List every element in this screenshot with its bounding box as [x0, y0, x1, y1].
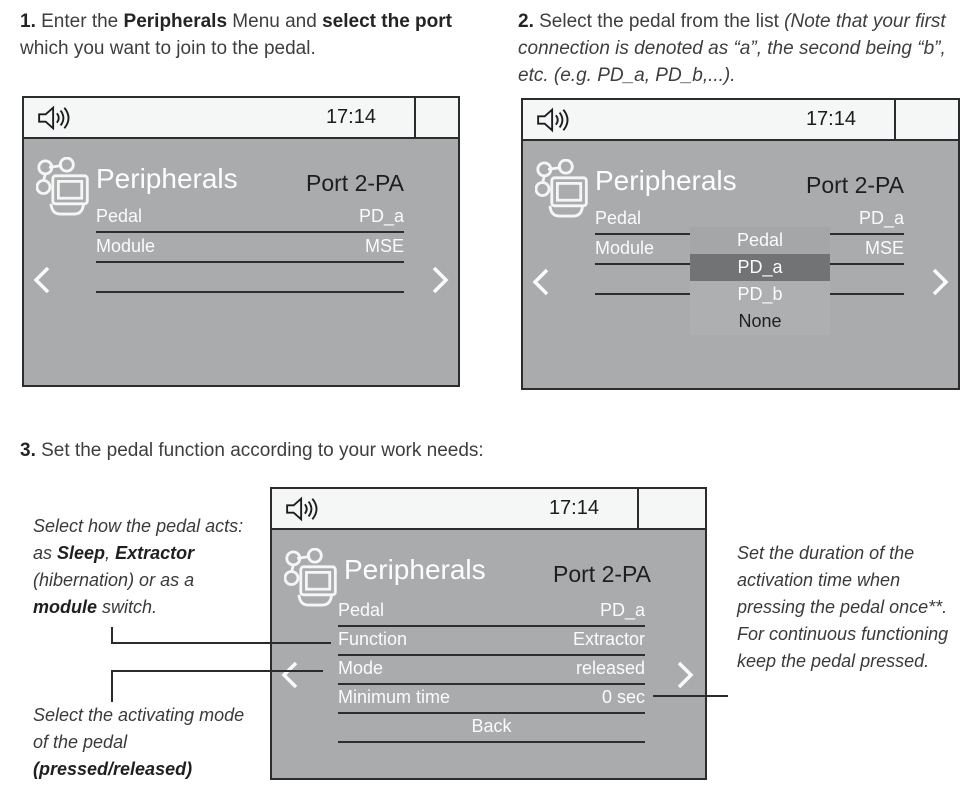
chevron-right-icon[interactable] — [930, 267, 950, 302]
status-bar — [24, 98, 458, 139]
screen-title: Peripherals — [96, 163, 238, 194]
peripherals-icon — [36, 157, 92, 222]
row-value: Extractor — [572, 629, 645, 649]
step3-text: 3. Set the pedal function according to your work needs: — [20, 440, 484, 461]
menu-row-module[interactable] — [96, 233, 404, 263]
chevron-left-icon[interactable] — [280, 660, 300, 695]
menu-row-pedal[interactable] — [96, 203, 404, 233]
topbar-corner-cell — [637, 489, 705, 528]
screen-title: Peripherals — [344, 554, 486, 585]
row-label: Function — [338, 629, 408, 649]
back-button[interactable] — [338, 714, 645, 743]
chevron-right-icon[interactable] — [430, 265, 450, 300]
row-value: 0 sec — [601, 687, 645, 707]
annotation-function: Select how the pedal acts: as Sleep, Extractor (hibernation) or as a module switch. — [33, 516, 244, 617]
clock-time: 17:14 — [548, 497, 599, 519]
clock-time: 17:14 — [805, 108, 856, 130]
menu-row-empty[interactable] — [96, 263, 404, 293]
menu-rows — [338, 598, 645, 743]
speaker-icon — [36, 104, 74, 132]
row-label: Pedal — [96, 206, 143, 226]
chevron-left-icon[interactable] — [32, 265, 52, 300]
menu-row-mode[interactable] — [338, 656, 645, 685]
step1-text: 1. Enter the Peripherals Menu and select the port which you want to join to the pedal. — [20, 11, 452, 59]
device-screen-step2 — [521, 98, 960, 390]
chevron-left-icon[interactable] — [531, 267, 551, 302]
port-label: Port 2-PA — [306, 170, 404, 196]
chevron-right-icon[interactable] — [675, 660, 695, 695]
step1-number: 1. — [20, 11, 36, 32]
step3-number: 3. — [20, 440, 36, 461]
connector-minimum-time — [653, 695, 728, 697]
port-label: Port 2-PA — [553, 561, 651, 587]
clock-time: 17:14 — [325, 106, 376, 128]
connector-function-horizontal — [111, 642, 331, 644]
row-value: MSE — [364, 236, 404, 256]
status-bar — [523, 100, 958, 141]
step2-text: 2. Select the pedal from the list (Note that your first connection is denoted as “a”, the second being “b”, etc. (e.g. PD_a, PD_b,...). — [518, 11, 946, 86]
dropdown-item-pedal-header[interactable]: Pedal — [690, 227, 830, 254]
connector-mode-vertical — [111, 670, 113, 702]
row-label: Pedal — [595, 208, 642, 228]
step2-number: 2. — [518, 11, 534, 32]
row-label: Module — [595, 238, 655, 258]
topbar-corner-cell — [414, 98, 458, 137]
row-label: Minimum time — [338, 687, 451, 707]
screen-title: Peripherals — [595, 165, 737, 196]
annotation-minimum-time: Set the duration of the activation time when pressing the pedal once**. For continuous functioning keep the pedal pressed. — [737, 543, 949, 671]
annotation-mode: Select the activating mode of the pedal (pressed/released) — [33, 705, 245, 779]
device-screen-step1 — [22, 96, 460, 387]
row-value: PD_a — [858, 208, 904, 228]
row-value: PD_a — [599, 600, 645, 620]
row-value: PD_a — [358, 206, 404, 226]
pedal-dropdown — [690, 227, 830, 335]
peripherals-icon — [284, 548, 340, 613]
dropdown-item-pd-b[interactable]: PD_b — [737, 284, 783, 304]
speaker-icon — [284, 495, 322, 523]
status-bar — [272, 489, 705, 530]
row-value: MSE — [864, 238, 904, 258]
port-label: Port 2-PA — [806, 172, 904, 198]
connector-mode-horizontal — [111, 670, 323, 672]
row-label: Pedal — [338, 600, 385, 620]
topbar-corner-cell — [894, 100, 958, 139]
peripherals-icon — [535, 159, 591, 224]
row-label: Mode — [338, 658, 384, 678]
screen-body — [24, 139, 458, 385]
screen-body — [272, 530, 705, 778]
row-label: Module — [96, 236, 156, 256]
speaker-icon — [535, 106, 573, 134]
device-screen-step3 — [270, 487, 707, 780]
dropdown-item-pd-a[interactable]: PD_a — [690, 254, 830, 281]
menu-row-pedal[interactable] — [338, 598, 645, 627]
menu-row-function[interactable] — [338, 627, 645, 656]
back-label: Back — [471, 716, 512, 736]
screen-body — [523, 141, 958, 388]
dropdown-item-none[interactable]: None — [738, 311, 782, 331]
menu-rows — [96, 203, 404, 293]
row-value: released — [575, 658, 645, 678]
menu-row-minimum-time[interactable] — [338, 685, 645, 714]
